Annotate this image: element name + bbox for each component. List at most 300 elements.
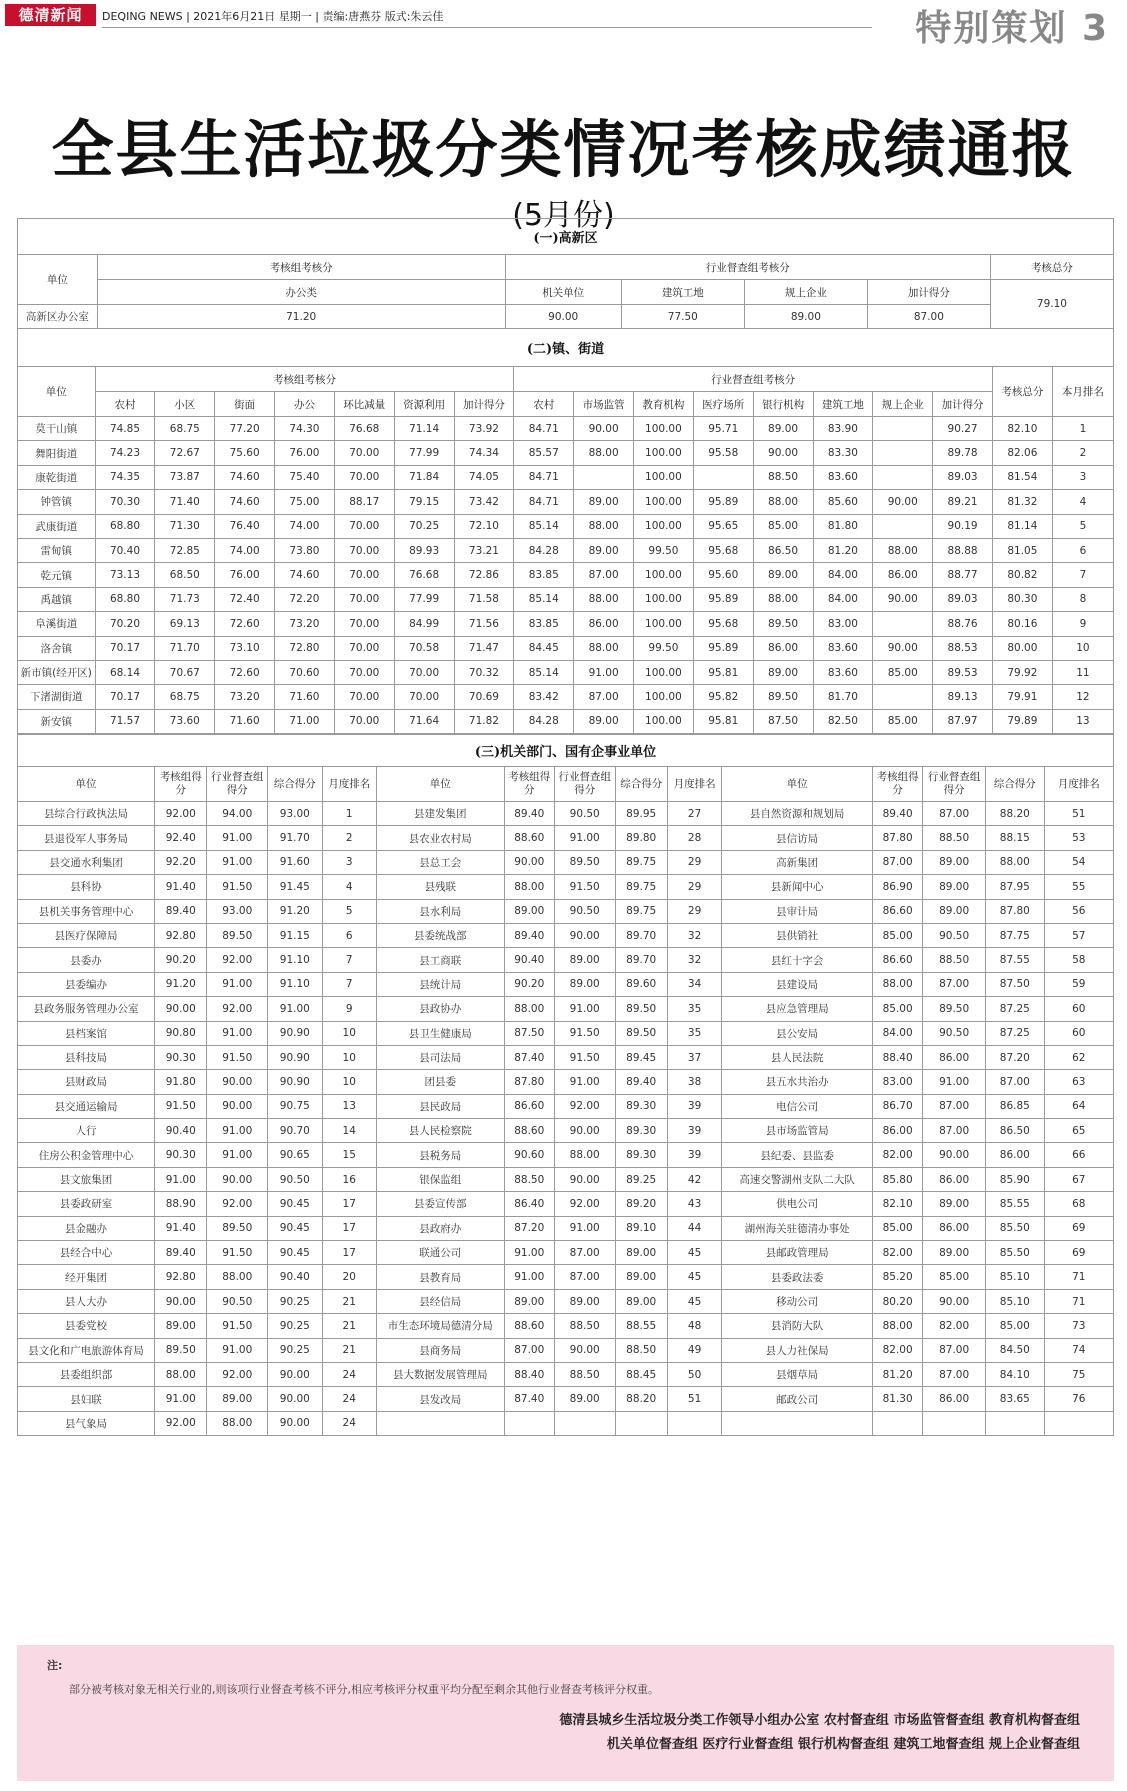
rank-cell: 67: [1044, 1167, 1113, 1191]
score-cell: 87.00: [504, 1338, 554, 1362]
score-cell: 91.50: [207, 875, 268, 899]
score-cell: 95.71: [693, 417, 753, 441]
rank-cell: 68: [1044, 1192, 1113, 1216]
score-cell: 90.20: [504, 972, 554, 996]
score-cell: 88.40: [873, 1045, 923, 1069]
rank-cell: 2: [1052, 441, 1113, 465]
score-cell: 89.75: [615, 899, 667, 923]
score-cell: 71.70: [155, 636, 215, 660]
rank-cell: 21: [322, 1289, 376, 1313]
score-cell: 86.00: [873, 1119, 923, 1143]
rank-cell: 2: [322, 826, 376, 850]
unit-name: 县妇联: [18, 1387, 155, 1411]
score-cell: 87.25: [986, 1021, 1045, 1045]
score-cell: 85.00: [923, 1265, 986, 1289]
score-cell: 79.91: [992, 685, 1052, 709]
unit-name: 县公安局: [722, 1021, 873, 1045]
score-cell: 83.65: [986, 1387, 1045, 1411]
table-row: [18, 636, 1114, 660]
score-cell: 88.00: [554, 1143, 615, 1167]
score-cell: 84.00: [813, 563, 873, 587]
unit-name: 钟管镇: [18, 490, 96, 514]
score-cell: 89.30: [615, 1119, 667, 1143]
score-cell: 90.00: [873, 587, 933, 611]
score-cell: 89.00: [554, 1387, 615, 1411]
score-cell: 90.40: [268, 1265, 322, 1289]
unit-name: 县新闻中心: [722, 875, 873, 899]
score-cell: 90.00: [873, 490, 933, 514]
score-cell: 70.00: [334, 441, 394, 465]
rank-cell: 71: [1044, 1289, 1113, 1313]
table-row: [18, 1216, 1114, 1240]
score-cell: 89.50: [615, 997, 667, 1021]
unit-name: 县水利局: [376, 899, 504, 923]
rank-cell: 8: [1052, 587, 1113, 611]
table-row: [18, 1387, 1114, 1411]
rank-cell: 76: [1044, 1387, 1113, 1411]
score-cell: 85.10: [986, 1289, 1045, 1313]
score-cell: 74.00: [215, 538, 275, 562]
score-cell: 72.20: [275, 587, 335, 611]
score-cell: 89.00: [615, 1241, 667, 1265]
score-cell: 90.00: [505, 305, 621, 329]
score-cell: 90.00: [504, 850, 554, 874]
score-cell: 90.60: [504, 1143, 554, 1167]
score-cell: 91.00: [268, 997, 322, 1021]
score-cell: 77.20: [215, 417, 275, 441]
score-cell: 72.80: [275, 636, 335, 660]
score-cell: 92.00: [207, 1362, 268, 1386]
score-cell: 70.00: [334, 636, 394, 660]
unit-name: 县委办: [18, 948, 155, 972]
score-cell: 90.19: [933, 514, 993, 538]
score-cell: 91.00: [554, 826, 615, 850]
header-group-score: 考核组考核分: [97, 255, 505, 280]
table-towns-streets: [17, 328, 1114, 734]
unit-name: 武康街道: [18, 514, 96, 538]
unit-name: 县文化和广电旅游体育局: [18, 1338, 155, 1362]
score-cell: 87.00: [873, 850, 923, 874]
table-row: [18, 1094, 1114, 1118]
score-cell: 91.00: [207, 850, 268, 874]
rank-cell: 32: [667, 948, 721, 972]
score-cell: 88.40: [504, 1362, 554, 1386]
table-row: [18, 1314, 1114, 1338]
score-cell: 90.70: [268, 1119, 322, 1143]
unit-name: 银保监组: [376, 1167, 504, 1191]
score-cell: 90.50: [923, 923, 986, 947]
newspaper-logo: 德清新闻: [5, 4, 96, 26]
score-cell: 88.17: [334, 490, 394, 514]
rank-cell: 51: [667, 1387, 721, 1411]
score-cell: 90.00: [155, 1289, 207, 1313]
table-row: [18, 997, 1114, 1021]
score-cell: 88.00: [155, 1362, 207, 1386]
unit-name: 雷甸镇: [18, 538, 96, 562]
score-cell: 90.00: [155, 997, 207, 1021]
score-cell: 70.00: [334, 685, 394, 709]
score-cell: 91.15: [268, 923, 322, 947]
score-cell: 95.89: [693, 490, 753, 514]
rank-cell: 27: [667, 802, 721, 826]
score-cell: [504, 1411, 554, 1435]
score-cell: 70.00: [334, 612, 394, 636]
score-cell: 75.40: [275, 465, 335, 489]
rank-cell: 65: [1044, 1119, 1113, 1143]
score-cell: 89.00: [207, 1387, 268, 1411]
score-cell: 100.00: [634, 465, 694, 489]
score-cell: 83.85: [514, 612, 574, 636]
table-row: [18, 685, 1114, 709]
unit-name: 新市镇(经开区): [18, 660, 96, 684]
unit-name: 县金融办: [18, 1216, 155, 1240]
rank-cell: 7: [1052, 563, 1113, 587]
unit-name: 县综合行政执法局: [18, 802, 155, 826]
score-cell: 89.53: [933, 660, 993, 684]
score-cell: 100.00: [634, 563, 694, 587]
score-cell: 88.50: [504, 1167, 554, 1191]
unit-name: 县建设局: [722, 972, 873, 996]
score-cell: 92.40: [155, 826, 207, 850]
score-cell: 89.00: [615, 1265, 667, 1289]
unit-name: 阜溪街道: [18, 612, 96, 636]
score-cell: 92.00: [155, 1411, 207, 1435]
score-cell: 72.86: [454, 563, 514, 587]
unit-name: 县经合中心: [18, 1241, 155, 1265]
rank-cell: 15: [322, 1143, 376, 1167]
score-cell: 91.00: [554, 1070, 615, 1094]
score-cell: 73.92: [454, 417, 514, 441]
score-cell: 89.80: [615, 826, 667, 850]
rank-cell: 74: [1044, 1338, 1113, 1362]
score-cell: 89.00: [923, 850, 986, 874]
score-cell: 87.40: [504, 1387, 554, 1411]
score-cell: 71.60: [215, 709, 275, 733]
rank-cell: 55: [1044, 875, 1113, 899]
score-cell: 91.00: [155, 1387, 207, 1411]
score-cell: 89.00: [574, 538, 634, 562]
unit-name: 团县委: [376, 1070, 504, 1094]
score-cell: 71.73: [155, 587, 215, 611]
rank-cell: 66: [1044, 1143, 1113, 1167]
score-cell: 82.00: [873, 1143, 923, 1167]
score-cell: 70.20: [95, 612, 155, 636]
score-cell: 88.50: [615, 1338, 667, 1362]
score-cell: 82.06: [992, 441, 1052, 465]
rank-cell: 6: [322, 923, 376, 947]
rank-cell: 69: [1044, 1216, 1113, 1240]
header-sub: 街面: [215, 392, 275, 417]
score-cell: 85.50: [986, 1216, 1045, 1240]
score-cell: 87.55: [986, 948, 1045, 972]
score-cell: 68.14: [95, 660, 155, 684]
unit-name: 县退役军人事务局: [18, 826, 155, 850]
score-cell: 88.50: [753, 465, 813, 489]
score-cell: 90.00: [268, 1411, 322, 1435]
score-cell: 81.20: [813, 538, 873, 562]
header-col: 考核组得分: [873, 767, 923, 802]
score-cell: 99.50: [634, 636, 694, 660]
score-cell: [693, 465, 753, 489]
rank-cell: 16: [322, 1167, 376, 1191]
rank-cell: 10: [1052, 636, 1113, 660]
score-cell: 91.00: [207, 1143, 268, 1167]
score-cell: 89.70: [615, 923, 667, 947]
rank-cell: 17: [322, 1241, 376, 1265]
unit-name: 县税务局: [376, 1143, 504, 1167]
header-col: 综合得分: [268, 767, 322, 802]
score-cell: 86.60: [504, 1094, 554, 1118]
score-cell: 91.00: [504, 1265, 554, 1289]
score-cell: 92.80: [155, 923, 207, 947]
score-cell: 90.30: [155, 1143, 207, 1167]
rank-cell: 7: [322, 948, 376, 972]
table-row: [18, 802, 1114, 826]
score-cell: 89.10: [615, 1216, 667, 1240]
score-cell: 88.77: [933, 563, 993, 587]
score-cell: 73.10: [215, 636, 275, 660]
score-cell: 91.50: [207, 1045, 268, 1069]
unit-name: 新安镇: [18, 709, 96, 733]
score-cell: 70.30: [95, 490, 155, 514]
rank-cell: 13: [1052, 709, 1113, 733]
score-cell: 82.10: [992, 417, 1052, 441]
score-cell: 88.00: [207, 1265, 268, 1289]
score-cell: 74.60: [215, 490, 275, 514]
score-cell: 89.00: [615, 1289, 667, 1313]
score-cell: 83.60: [813, 465, 873, 489]
score-cell: 90.00: [554, 923, 615, 947]
score-cell: 88.00: [574, 514, 634, 538]
table-row: [18, 660, 1114, 684]
unit-name: 县市场监管局: [722, 1119, 873, 1143]
header-col: 月度排名: [1044, 767, 1113, 802]
score-cell: 90.00: [574, 417, 634, 441]
unit-name: 县交通运输局: [18, 1094, 155, 1118]
score-cell: 88.50: [923, 948, 986, 972]
header-sub: 加计得分: [867, 280, 990, 305]
score-cell: 88.00: [574, 636, 634, 660]
score-cell: 88.60: [504, 1119, 554, 1143]
score-cell: 83.00: [873, 1070, 923, 1094]
score-cell: [873, 465, 933, 489]
header-sub: 规上企业: [873, 392, 933, 417]
unit-name: 县商务局: [376, 1338, 504, 1362]
table-row: [18, 826, 1114, 850]
score-cell: 75.60: [215, 441, 275, 465]
rank-cell: 5: [1052, 514, 1113, 538]
section-title: 特别策划 3: [915, 8, 1109, 49]
score-cell: 85.00: [986, 1314, 1045, 1338]
score-cell: 90.90: [268, 1021, 322, 1045]
rank-cell: 37: [667, 1045, 721, 1069]
score-cell: 85.00: [873, 709, 933, 733]
score-cell: 76.00: [215, 563, 275, 587]
score-cell: 71.84: [394, 465, 454, 489]
rank-cell: 54: [1044, 850, 1113, 874]
score-cell: 83.42: [514, 685, 574, 709]
score-cell: 88.90: [155, 1192, 207, 1216]
score-cell: 71.56: [454, 612, 514, 636]
score-cell: 86.00: [574, 612, 634, 636]
score-cell: 95.58: [693, 441, 753, 465]
score-cell: 90.25: [268, 1314, 322, 1338]
rank-cell: 1: [1052, 417, 1113, 441]
score-cell: 90.50: [268, 1167, 322, 1191]
unit-name: 县总工会: [376, 850, 504, 874]
unit-name: 洛舍镇: [18, 636, 96, 660]
score-cell: 89.40: [155, 899, 207, 923]
score-cell: 89.00: [504, 1289, 554, 1313]
header-sub: 资源利用: [394, 392, 454, 417]
rank-cell: 42: [667, 1167, 721, 1191]
score-cell: 89.60: [615, 972, 667, 996]
score-cell: 89.50: [753, 685, 813, 709]
score-cell: 84.71: [514, 465, 574, 489]
unit-name: 县司法局: [376, 1045, 504, 1069]
score-cell: 89.40: [873, 802, 923, 826]
score-cell: 74.35: [95, 465, 155, 489]
score-cell: 91.00: [554, 997, 615, 1021]
table-row: [18, 563, 1114, 587]
score-cell: 70.00: [334, 514, 394, 538]
rank-cell: 28: [667, 826, 721, 850]
score-cell: 89.40: [504, 923, 554, 947]
score-cell: 100.00: [634, 514, 694, 538]
score-cell: 91.00: [923, 1070, 986, 1094]
score-cell: 87.95: [986, 875, 1045, 899]
score-cell: 86.85: [986, 1094, 1045, 1118]
score-cell: 90.00: [923, 1143, 986, 1167]
rank-cell: 14: [322, 1119, 376, 1143]
unit-name: 县委统战部: [376, 923, 504, 947]
score-cell: 87.00: [986, 1070, 1045, 1094]
header-sub: 加计得分: [454, 392, 514, 417]
score-cell: 85.90: [986, 1167, 1045, 1191]
rank-cell: 21: [322, 1338, 376, 1362]
unit-name: 县卫生健康局: [376, 1021, 504, 1045]
score-cell: 85.14: [514, 587, 574, 611]
score-cell: 87.00: [923, 802, 986, 826]
score-cell: 70.67: [155, 660, 215, 684]
score-cell: 91.80: [155, 1070, 207, 1094]
table-row: [18, 538, 1114, 562]
score-cell: 91.50: [554, 875, 615, 899]
score-cell: 90.00: [873, 636, 933, 660]
rank-cell: 62: [1044, 1045, 1113, 1069]
score-cell: 88.00: [504, 875, 554, 899]
unit-name: 市生态环境局德清分局: [376, 1314, 504, 1338]
score-cell: 89.00: [753, 417, 813, 441]
table-row: [18, 1045, 1114, 1069]
table-row: [18, 465, 1114, 489]
rank-cell: 24: [322, 1362, 376, 1386]
score-cell: 70.00: [334, 709, 394, 733]
header-sub: 银行机构: [753, 392, 813, 417]
score-cell: 87.80: [986, 899, 1045, 923]
score-cell: 88.50: [554, 1362, 615, 1386]
unit-name: 县统计局: [376, 972, 504, 996]
score-cell: 89.40: [155, 1241, 207, 1265]
unit-name: 县人力社保局: [722, 1338, 873, 1362]
rank-cell: 51: [1044, 802, 1113, 826]
unit-name: 高新集团: [722, 850, 873, 874]
rank-cell: [667, 1411, 721, 1435]
score-cell: 100.00: [634, 587, 694, 611]
score-cell: 88.00: [873, 1314, 923, 1338]
score-cell: 89.75: [615, 875, 667, 899]
note-label: 注:: [47, 1659, 63, 1672]
score-cell: 89.70: [615, 948, 667, 972]
rank-cell: 43: [667, 1192, 721, 1216]
score-cell: 70.17: [95, 636, 155, 660]
table-row: [18, 972, 1114, 996]
score-cell: 72.10: [454, 514, 514, 538]
score-cell: 86.00: [753, 636, 813, 660]
rank-cell: 56: [1044, 899, 1113, 923]
unit-name: 县人民检察院: [376, 1119, 504, 1143]
notes-box: [17, 1645, 1114, 1781]
score-cell: 88.00: [753, 587, 813, 611]
table-row: [18, 923, 1114, 947]
score-cell: 74.34: [454, 441, 514, 465]
score-cell: 68.75: [155, 417, 215, 441]
header-unit: 单位: [18, 255, 98, 305]
score-cell: 75.00: [275, 490, 335, 514]
table-row: [18, 1289, 1114, 1313]
score-cell: 95.68: [693, 538, 753, 562]
table-row: [18, 612, 1114, 636]
score-cell: 73.80: [275, 538, 335, 562]
score-cell: 88.00: [753, 490, 813, 514]
score-cell: 89.50: [554, 850, 615, 874]
score-cell: 74.60: [275, 563, 335, 587]
score-cell: 73.21: [454, 538, 514, 562]
page-subtitle: (5月份): [512, 198, 615, 233]
unit-name: 乾元镇: [18, 563, 96, 587]
rank-cell: 11: [1052, 660, 1113, 684]
unit-name: 舞阳街道: [18, 441, 96, 465]
score-cell: 85.00: [873, 997, 923, 1021]
table-row: [18, 587, 1114, 611]
table-high-tech-zone: [17, 218, 1114, 329]
score-cell: 74.00: [275, 514, 335, 538]
rank-cell: 21: [322, 1314, 376, 1338]
rank-cell: 73: [1044, 1314, 1113, 1338]
score-cell: 71.64: [394, 709, 454, 733]
score-cell: 89.00: [753, 660, 813, 684]
score-cell: 90.00: [207, 1094, 268, 1118]
score-cell: 83.60: [813, 636, 873, 660]
score-cell: 90.50: [207, 1289, 268, 1313]
rank-cell: 17: [322, 1192, 376, 1216]
unit-name: 县委政法委: [722, 1265, 873, 1289]
score-cell: 89.00: [923, 899, 986, 923]
score-cell: 84.10: [986, 1362, 1045, 1386]
score-cell: 90.50: [554, 802, 615, 826]
score-cell: 91.20: [268, 899, 322, 923]
score-cell: [574, 465, 634, 489]
score-cell: 95.89: [693, 587, 753, 611]
score-cell: 81.70: [813, 685, 873, 709]
score-cell: 89.95: [615, 802, 667, 826]
score-cell: 90.75: [268, 1094, 322, 1118]
score-cell: 88.00: [574, 587, 634, 611]
score-cell: 86.90: [873, 875, 923, 899]
unit-name: 高速交警湖州支队二大队: [722, 1167, 873, 1191]
score-cell: 84.00: [813, 587, 873, 611]
header-sub: 市场监管: [574, 392, 634, 417]
